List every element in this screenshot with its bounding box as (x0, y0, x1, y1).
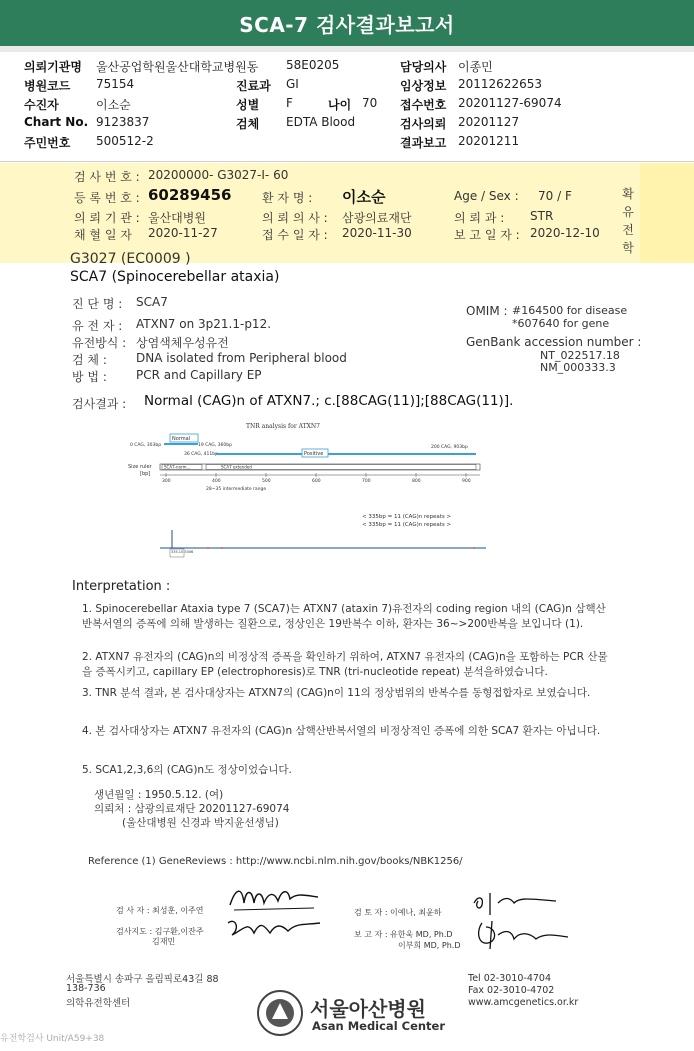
req-doc-value: 삼광의료재단 (342, 211, 412, 225)
age-value: 70 (362, 96, 378, 110)
tnr-analysis-graph (126, 418, 496, 558)
graph-repeat-2: < 335bp = 11 (CAG)n repeats > (362, 522, 452, 528)
reporter-signature (474, 917, 570, 953)
agesex-value: 70 / F (538, 189, 572, 203)
gene-value: ATXN7 on 3p21.1-p12. (136, 317, 272, 331)
disease-title: SCA7 (Spinocerebellar ataxia) (70, 269, 280, 285)
examiner-label: 검 사 자 : 최성훈, 이주연 (116, 906, 204, 915)
report-date-value: 2020-12-10 (530, 226, 600, 240)
examiner-signature (228, 883, 320, 915)
graph-tick-label: 300 (162, 479, 171, 484)
omim-gene: *607640 for gene (512, 317, 610, 330)
report-label: 결과보고 (400, 136, 447, 150)
receipt-value: 20201127-69074 (458, 96, 562, 110)
patient-name-label: 환 자 명 : (262, 191, 313, 205)
genbank-label: GenBank accession number : (466, 335, 642, 349)
fax: Fax 02-3010-4702 (468, 985, 555, 996)
interp-3: 3. TNR 분석 결과, 본 검사대상자는 ATXN7의 (CAG)n이 11의 정상범위의 반복수를 동형접합자로 보였습니다. (82, 687, 591, 699)
gene-label: 유 전 자 : (72, 319, 123, 333)
graph-tick-label: 400 (212, 479, 221, 484)
result-value: Normal (CAG)n of ATXN7.; c.[88CAG(11)];[88CAG(11)]. (144, 393, 514, 409)
web: www.amcgenetics.or.kr (468, 997, 579, 1008)
reg-label: 등 록 번 호 : (74, 191, 140, 205)
graph-tick-label: 500 (262, 479, 271, 484)
test-no-label: 검 사 번 호 : (74, 170, 140, 184)
graph-tick-label: 800 (412, 479, 421, 484)
diag-label: 진 단 명 : (72, 297, 123, 311)
graph-ticks (162, 473, 471, 484)
dept-value: GI (286, 77, 299, 91)
reporter-label-2: 이부희 MD, Ph.D (398, 941, 461, 950)
req-value: STR (530, 209, 554, 223)
code-title: G3027 (EC0009 ) (70, 251, 191, 267)
inst-value: 울산대병원 (148, 211, 206, 225)
result-label: 검사결과 : (72, 397, 127, 411)
recv-value: 2020-11-30 (342, 226, 412, 240)
doctor-value: 이종민 (458, 60, 493, 74)
supervisor-label-2: 김재민 (152, 937, 176, 946)
genbank-2: NM_000333.3 (540, 361, 616, 374)
reviewer-label: 검 토 자 : 이예나, 최윤하 (354, 908, 442, 917)
patient-info-panel (0, 52, 694, 162)
reference: Reference (1) GeneReviews : http://www.ncbi.nlm.nih.gov/books/NBK1256/ (88, 856, 463, 867)
receipt-label: 접수번호 (400, 98, 447, 112)
chart-label: Chart No. (24, 115, 89, 129)
omim-label: OMIM : (466, 304, 508, 318)
collect-label: 채 혈 일 자 (74, 228, 132, 242)
logo-english: Asan Medical Center (312, 1019, 446, 1033)
omim-disease: #164500 for disease (512, 304, 628, 317)
interp-title: Interpretation : (72, 579, 171, 594)
address-2: 138-736 (66, 983, 106, 994)
age-label: 나이 (328, 98, 352, 112)
interp-1: 1. Spinocerebellar Ataxia type 7 (SCA7)는 ATXN7 (ataxin 7)유전자의 coding region 내의 (CAG)n 삼핵산 반복서열의 증폭에 의해 발생하는 질환으로, 정상인은 19반복수 이하, 환자는 36~>200반복을 보입니다 (1). (82, 603, 606, 630)
graph-marker (221, 547, 223, 549)
request-label: 검사의뢰 (400, 117, 447, 131)
graph-repeat-1: < 335bp = 11 (CAG)n repeats > (362, 514, 452, 520)
tel: Tel 02-3010-4704 (468, 973, 551, 984)
side-vertical-text: 확유전학 (622, 187, 634, 255)
sex-value: F (286, 96, 293, 110)
graph-tick-label: 900 (462, 479, 471, 484)
side-highlight (640, 163, 694, 263)
inherit-label: 유전방식 : (72, 336, 127, 350)
inst-label: 의 뢰 기 관 : (74, 211, 140, 225)
patient-value: 이소순 (96, 98, 131, 112)
recv-label: 접 수 일 자 : (262, 228, 328, 242)
footer-left: 유전학검사 Unit/A59+38 (0, 1034, 105, 1044)
test-no-value: 20200000- G3027-I- 60 (148, 168, 289, 182)
supervisor-signature (224, 915, 324, 943)
reporter-label: 보 고 자 : 유한욱 MD, Ph.D (354, 930, 453, 939)
scanned-report (0, 163, 694, 1051)
hospital-value: 울산공업학원울산대학교병원동 (96, 60, 259, 74)
graph-tick-label: 700 (362, 479, 371, 484)
specimen-value: EDTA Blood (286, 115, 356, 129)
graph-left-label: 0 CAG, 303bp (130, 443, 162, 448)
code-label: 병원코드 (24, 79, 71, 93)
address-1: 서울특별시 송파구 올림픽로43길 88 (66, 974, 219, 985)
code-value: 75154 (96, 77, 135, 91)
graph-right-label: 200 CAG, 903bp (431, 445, 468, 450)
requester-line-2: (울산대병원 신경과 박지윤선생님) (122, 817, 279, 829)
logo-korean: 서울아산병원 (310, 997, 426, 1021)
chart-value: 9123837 (96, 115, 150, 129)
asan-foundation-emblem (256, 989, 304, 1037)
graph-positive-label: Positive (304, 451, 324, 457)
interp-4: 4. 본 검사대상자는 ATXN7 유전자의 (CAG)n 삼핵산반복서열의 비정상적인 증폭에 의한 SCA7 환자는 아닙니다. (82, 725, 601, 737)
specimen-scan-value: DNA isolated from Peripheral blood (136, 351, 347, 365)
report-title (0, 0, 694, 46)
agesex-label: Age / Sex : (454, 189, 519, 203)
report-value: 20201211 (458, 134, 520, 148)
report-date-label: 보 고 일 자 : (454, 228, 520, 242)
hospital-label: 의뢰기관명 (24, 60, 82, 74)
sex-label: 성별 (236, 98, 260, 112)
address-3: 의학유전학센터 (66, 998, 131, 1009)
collect-value: 2020-11-27 (148, 226, 218, 240)
specimen-scan-label: 검 체 : (72, 353, 107, 367)
graph-ruler-ext-text: SCA7 extended (221, 464, 252, 470)
graph-marker (473, 547, 475, 549)
graph-mid-label: 19 CAG, 360bp (198, 443, 232, 448)
inherit-value: 상염색체우성유전 (136, 336, 229, 350)
req-doc-label: 의 뢰 의 사 : (262, 211, 328, 225)
graph-tick-label: 600 (312, 479, 321, 484)
graph-intermediate: 28~35 intermediate range (206, 487, 267, 492)
clinical-value: 20112622653 (458, 77, 542, 91)
doctor-label: 담당의사 (400, 60, 447, 74)
interp-2: 2. ATXN7 유전자의 (CAG)n의 비정상적 증폭을 확인하기 위하여, ATXN7 유전자의 (CAG)n을 포함하는 PCR 산물을 증폭시키고, capillary EP (electrophoresis)로 TNR (tri-nucleotide repeat) 분석을하였습니다. (82, 651, 608, 678)
reg-value: 60289456 (148, 186, 232, 204)
method-value: PCR and Capillary EP (136, 368, 262, 382)
graph-peak-label: 335.10 3306 (171, 550, 194, 554)
graph-marker (207, 547, 209, 549)
rrn-value: 500512-2 (96, 134, 154, 148)
requester-line: 의뢰처 : 삼광의료재단 20201127-69074 (94, 803, 290, 815)
diag-value: SCA7 (136, 295, 168, 309)
patient-label: 수진자 (24, 98, 59, 112)
genbank-1: NT_022517.18 (540, 349, 620, 362)
graph-size-label: Size ruler (128, 464, 152, 470)
specimen-label: 검체 (236, 117, 260, 131)
req-label: 의 뢰 과 : (454, 211, 505, 225)
patient-name-value: 이소순 (342, 188, 386, 206)
request-value: 20201127 (458, 115, 520, 129)
dept-label: 진료과 (236, 79, 271, 93)
rrn-label: 주민번호 (24, 136, 71, 150)
method-label: 방 법 : (72, 370, 107, 384)
clinical-label: 임상정보 (400, 79, 447, 93)
birth-line: 생년월일 : 1950.5.12. (여) (94, 789, 224, 801)
report-title-text: SCA-7 검사결과보고서 (239, 12, 455, 37)
graph-bp-label: [bp] (140, 471, 151, 477)
graph-normal-label: Normal (172, 436, 191, 442)
supervisor-label: 검사지도 : 김구환,이잔주 (116, 927, 204, 936)
extra-code-value: 58E0205 (286, 58, 340, 72)
graph-ruler-norm-text: SCA7-norm... (164, 464, 191, 470)
graph-mid2-label: 36 CAG, 411bp (184, 452, 218, 457)
graph-title: TNR analysis for ATXN7 (246, 423, 320, 430)
interp-5: 5. SCA1,2,3,6의 (CAG)n도 정상이었습니다. (82, 764, 292, 776)
